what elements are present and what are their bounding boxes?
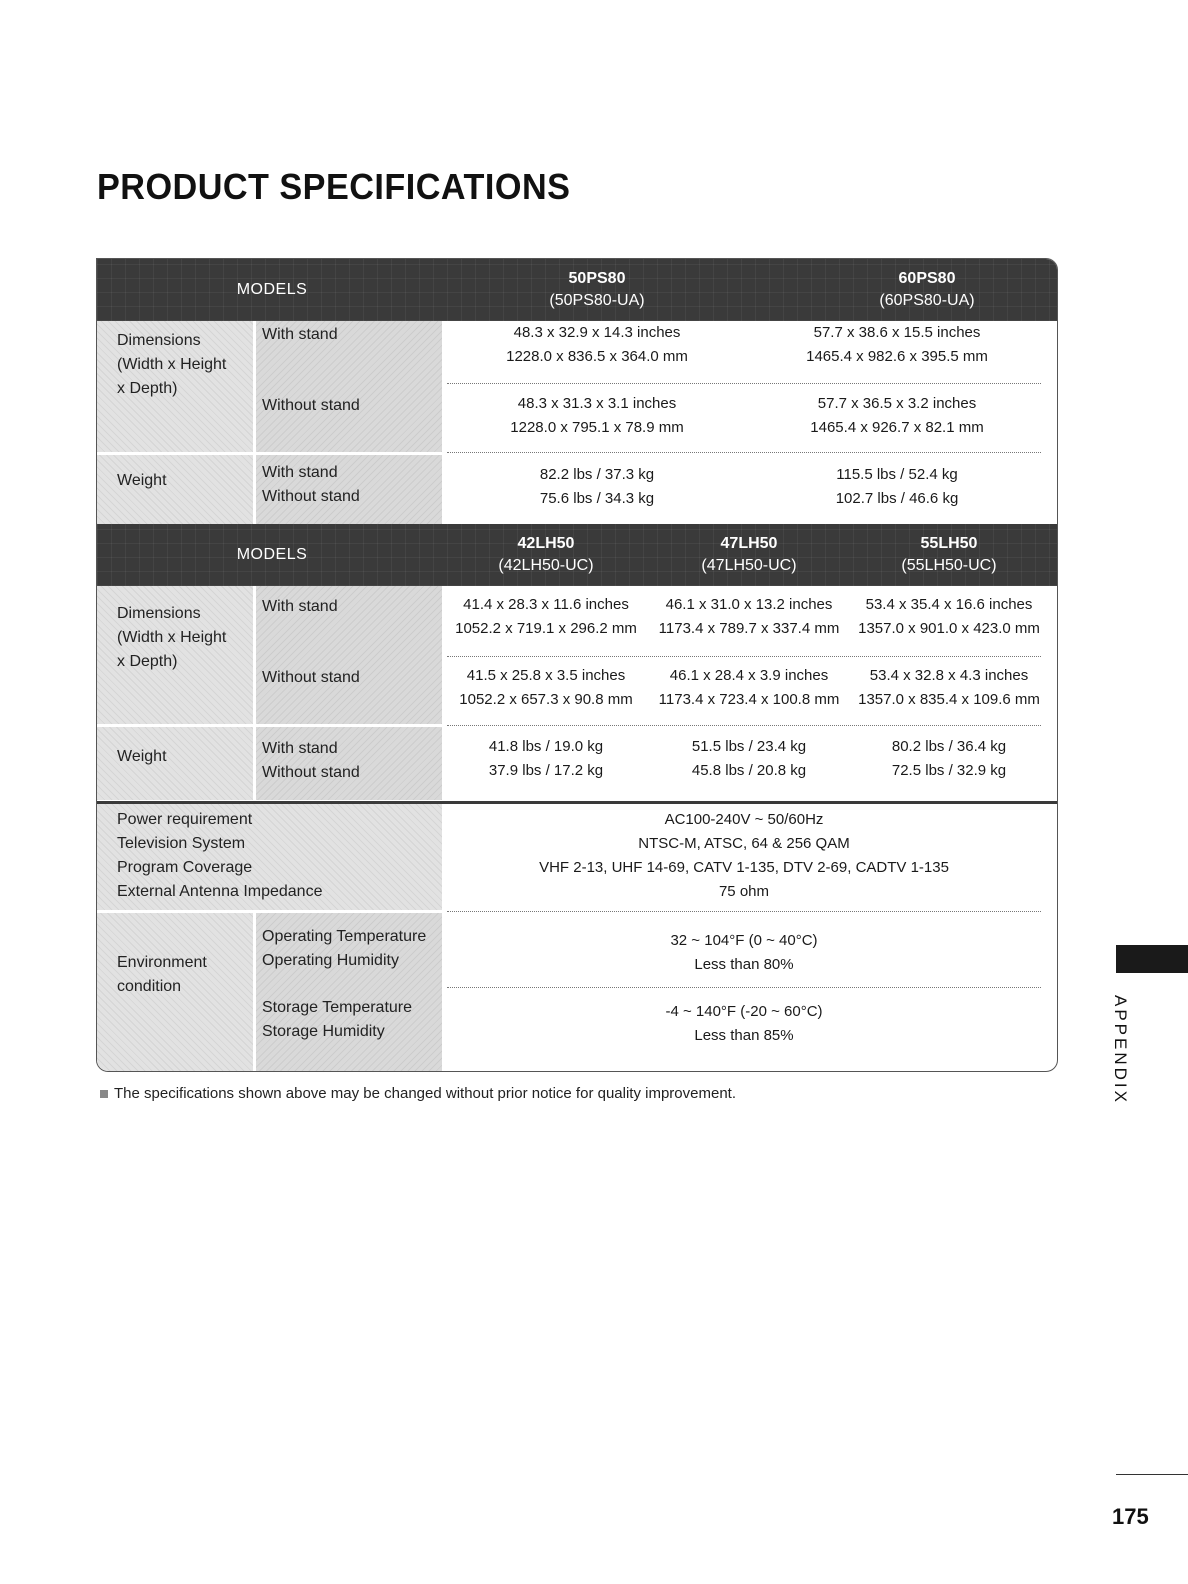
value-mm: 1465.4 x 926.7 x 82.1 mm	[810, 419, 984, 436]
storage-temperature-value: -4 ~ 140°F (-20 ~ 60°C)	[665, 1003, 823, 1020]
model-name: 50PS80	[568, 270, 626, 287]
dotted-divider	[447, 383, 1041, 384]
dimensions-label: x Depth)	[117, 380, 178, 397]
value-cell	[649, 593, 849, 641]
value-inches: 57.7 x 36.5 x 3.2 inches	[817, 395, 977, 412]
spec-table	[96, 258, 1058, 1072]
value-mm: 1228.0 x 795.1 x 78.9 mm	[510, 419, 684, 436]
without-stand-label: Without stand	[262, 764, 360, 781]
operating-values	[447, 929, 1041, 977]
stand-label-cell	[256, 321, 442, 452]
with-stand-label: With stand	[262, 326, 338, 343]
environment-label: Environment	[117, 954, 207, 971]
antenna-impedance-value: 75 ohm	[718, 883, 770, 900]
value-weight-without: 102.7 lbs / 46.6 kg	[835, 490, 959, 507]
operating-humidity-value: Less than 80%	[694, 956, 794, 973]
value-inches: 48.3 x 32.9 x 14.3 inches	[513, 324, 681, 341]
television-system-value: NTSC-M, ATSC, 64 & 256 QAM	[638, 835, 850, 852]
model-col-50ps80	[447, 268, 747, 312]
value-weight-with: 41.8 lbs / 19.0 kg	[488, 738, 604, 755]
value-cell	[443, 664, 649, 712]
value-cell	[649, 735, 849, 783]
model-name: 55LH50	[920, 535, 978, 552]
weight-stand-label-cell	[256, 455, 442, 524]
footnote	[100, 1085, 736, 1102]
power-requirement-value: AC100-240V ~ 50/60Hz	[664, 811, 824, 828]
model-code: (50PS80-UA)	[549, 292, 645, 309]
models-label: MODELS	[236, 546, 308, 563]
value-mm: 1357.0 x 835.4 x 109.6 mm	[858, 691, 1040, 708]
page-title: PRODUCT SPECIFICATIONS	[97, 166, 571, 207]
value-inches: 53.4 x 35.4 x 16.6 inches	[865, 596, 1033, 613]
environment-label-cell	[97, 913, 253, 1072]
value-weight-with: 82.2 lbs / 37.3 kg	[539, 466, 655, 483]
dimensions-label: (Width x Height	[117, 356, 227, 373]
dimensions-label-cell	[97, 586, 253, 724]
model-col-60ps80	[777, 268, 1058, 312]
value-cell	[747, 321, 1047, 369]
value-mm: 1465.4 x 982.6 x 395.5 mm	[806, 348, 988, 365]
value-weight-without: 75.6 lbs / 34.3 kg	[539, 490, 655, 507]
value-inches: 41.4 x 28.3 x 11.6 inches	[463, 596, 629, 613]
value-cell	[849, 593, 1049, 641]
value-weight-without: 45.8 lbs / 20.8 kg	[691, 762, 807, 779]
value-inches: 41.5 x 25.8 x 3.5 inches	[466, 667, 626, 684]
value-weight-with: 80.2 lbs / 36.4 kg	[891, 738, 1007, 755]
section-tab-marker	[1116, 945, 1188, 973]
weight-label-cell	[97, 455, 253, 524]
value-inches: 46.1 x 31.0 x 13.2 inches	[665, 596, 833, 613]
antenna-impedance-label: External Antenna Impedance	[117, 883, 323, 900]
power-requirement-label: Power requirement	[117, 811, 253, 828]
dimensions-label: Dimensions	[117, 332, 201, 349]
without-stand-label: Without stand	[262, 488, 360, 505]
value-mm: 1357.0 x 901.0 x 423.0 mm	[858, 620, 1040, 637]
value-mm: 1173.4 x 789.7 x 337.4 mm	[658, 620, 840, 637]
common-spec-label-cell	[97, 804, 442, 910]
model-col-55lh50	[849, 533, 1049, 577]
dimensions-label: (Width x Height	[117, 629, 227, 646]
with-stand-label: With stand	[262, 598, 338, 615]
storage-humidity-value: Less than 85%	[694, 1027, 794, 1044]
value-mm: 1173.4 x 723.4 x 100.8 mm	[658, 691, 840, 708]
operating-humidity-label: Operating Humidity	[262, 952, 399, 969]
value-cell	[747, 463, 1047, 511]
environment-sublabel-cell	[256, 913, 442, 1072]
value-mm: 1052.2 x 657.3 x 90.8 mm	[459, 691, 633, 708]
model-code: (60PS80-UA)	[879, 292, 975, 309]
value-weight-with: 115.5 lbs / 52.4 kg	[836, 466, 958, 483]
model-code: (55LH50-UC)	[901, 557, 997, 574]
dotted-divider	[447, 452, 1041, 453]
value-inches: 53.4 x 32.8 x 4.3 inches	[869, 667, 1029, 684]
page-number-rule	[1116, 1474, 1188, 1475]
weight-label-cell	[97, 727, 253, 800]
dotted-divider	[447, 725, 1041, 726]
value-cell	[447, 392, 747, 440]
environment-label: condition	[117, 978, 182, 995]
program-coverage-value: VHF 2-13, UHF 14-69, CATV 1-135, DTV 2-69, CADTV 1-135	[539, 859, 949, 876]
dotted-divider	[447, 656, 1041, 657]
model-col-47lh50	[649, 533, 849, 577]
value-cell	[747, 392, 1047, 440]
program-coverage-label: Program Coverage	[117, 859, 253, 876]
value-inches: 48.3 x 31.3 x 3.1 inches	[517, 395, 677, 412]
value-cell	[849, 664, 1049, 712]
value-weight-with: 51.5 lbs / 23.4 kg	[691, 738, 807, 755]
operating-temperature-label: Operating Temperature	[262, 928, 427, 945]
television-system-label: Television System	[117, 835, 246, 852]
without-stand-label: Without stand	[262, 397, 360, 414]
value-weight-without: 72.5 lbs / 32.9 kg	[891, 762, 1007, 779]
weight-label: Weight	[117, 472, 167, 489]
model-name: 60PS80	[898, 270, 956, 287]
dimensions-label-cell	[97, 321, 253, 452]
weight-label: Weight	[117, 748, 167, 765]
footnote-text: The specifications shown above may be changed without prior notice for quality improvement.	[114, 1085, 736, 1102]
dimensions-label: Dimensions	[117, 605, 201, 622]
dotted-divider	[447, 911, 1041, 912]
bullet-square-icon	[100, 1090, 108, 1098]
storage-humidity-label: Storage Humidity	[262, 1023, 385, 1040]
value-cell	[443, 593, 649, 641]
model-col-42lh50	[443, 533, 649, 577]
models-header-1	[97, 259, 1057, 321]
value-cell	[447, 463, 747, 511]
value-cell	[443, 735, 649, 783]
storage-values	[447, 1000, 1041, 1048]
weight-stand-label-cell	[256, 727, 442, 800]
value-mm: 1052.2 x 719.1 x 296.2 mm	[455, 620, 637, 637]
value-cell	[447, 321, 747, 369]
storage-temperature-label: Storage Temperature	[262, 999, 413, 1016]
page-number: 175	[1112, 1504, 1149, 1529]
with-stand-label: With stand	[262, 740, 338, 757]
value-inches: 46.1 x 28.4 x 3.9 inches	[669, 667, 829, 684]
model-name: 42LH50	[517, 535, 575, 552]
value-mm: 1228.0 x 836.5 x 364.0 mm	[506, 348, 688, 365]
section-tab-label	[1106, 990, 1134, 1110]
appendix-label: APPENDIX	[1111, 995, 1130, 1105]
value-cell	[849, 735, 1049, 783]
dimensions-label: x Depth)	[117, 653, 178, 670]
dotted-divider	[447, 987, 1041, 988]
operating-temperature-value: 32 ~ 104°F (0 ~ 40°C)	[670, 932, 818, 949]
without-stand-label: Without stand	[262, 669, 360, 686]
value-cell	[649, 664, 849, 712]
stand-label-cell	[256, 586, 442, 724]
value-weight-without: 37.9 lbs / 17.2 kg	[488, 762, 604, 779]
with-stand-label: With stand	[262, 464, 338, 481]
model-name: 47LH50	[720, 535, 778, 552]
model-code: (42LH50-UC)	[498, 557, 594, 574]
common-spec-values	[447, 808, 1041, 904]
model-code: (47LH50-UC)	[701, 557, 797, 574]
models-label: MODELS	[236, 281, 308, 298]
models-header-2	[97, 524, 1057, 586]
value-inches: 57.7 x 38.6 x 15.5 inches	[813, 324, 981, 341]
